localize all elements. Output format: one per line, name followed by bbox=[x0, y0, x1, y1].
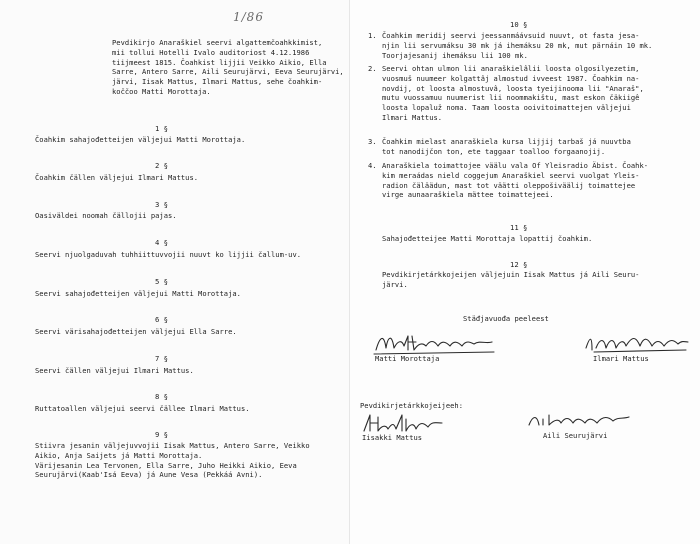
item-line: kim meraádas nield coggejum Anaraškiel seervi vuolgat Yleis- bbox=[382, 170, 640, 180]
item-line: Ilmari Mattus. bbox=[382, 112, 443, 122]
item-line: tot nanodijčon ton, ete taggaar toalloo forgaanojij. bbox=[382, 146, 606, 156]
section-11-number: 11 § bbox=[510, 223, 528, 232]
section-8-text: Ruttatoallen väljejui seervi čällee Ilmari Mattus. bbox=[35, 404, 250, 413]
section-9-number: 9 § bbox=[155, 430, 168, 439]
checker-name-1: Iisakki Mattus bbox=[362, 433, 423, 442]
section-9-line: Stiivra jesanin väljejuvvojii Iisak Mattus, Antero Sarre, Veikko bbox=[35, 441, 310, 450]
item-line: radion čäläädun, mast tot väätti oleppošiväälij toimattejee bbox=[382, 180, 636, 190]
section-6-text: Seervi värisahajođetteijen väljejui Ella Sarre. bbox=[35, 327, 237, 336]
signature-ilmari-mattus bbox=[582, 330, 692, 356]
item-line: Seervi ohtan ulmon lii anaraškielâlii loosta olgosilyezetim, bbox=[382, 64, 640, 73]
section-11-text: Sahajođetteijee Matti Morottaja lopattij čoahkim. bbox=[382, 234, 593, 243]
section-4-number: 4 § bbox=[155, 238, 168, 247]
section-5-number: 5 § bbox=[155, 277, 168, 286]
section-9-line: Seurujärvi(Kaab'Isá Eeva) já Aune Vesa (Pekkáá Avni). bbox=[35, 470, 263, 480]
section-9-line: Aikio, Anja Saijets já Matti Morottaja. bbox=[35, 450, 203, 460]
heading-line: järvi, Iisak Mattus, Ilmari Mattus, sehe čoahkim- bbox=[112, 77, 323, 87]
closing-line: Stäđjavuođa peeleest bbox=[463, 314, 549, 323]
section-12-line: järvi. bbox=[382, 279, 408, 289]
section-7-text: Seervi čällen väljejui Ilmari Mattus. bbox=[35, 366, 194, 375]
heading-line: tiijmeest 1815. Čoahkist lijjii Veikko Aikio, Ella bbox=[112, 57, 327, 67]
item-line: mutu vuossamuu nuumerist lii noommakištu, mast eskon čäkiigê bbox=[382, 93, 640, 103]
section-6-number: 6 § bbox=[155, 315, 168, 324]
heading-line: koččoo Matti Morottaja. bbox=[112, 86, 211, 96]
section-12-number: 12 § bbox=[510, 260, 528, 269]
item-line: njin lii servumáksu 30 mk já ihemáksu 20 mk, mut pärnáin 10 mk. bbox=[382, 40, 653, 50]
folio-number: 1/86 bbox=[233, 10, 264, 24]
item-text bbox=[382, 31, 652, 60]
item-marker: 2. bbox=[368, 64, 377, 73]
section-10-number: 10 § bbox=[510, 20, 528, 29]
section-9-text bbox=[35, 441, 310, 480]
checkers-heading: Pevdikirjetárkkojeijeeh: bbox=[360, 401, 463, 410]
signature-name-1: Matti Morottaja bbox=[375, 354, 440, 363]
section-12-text bbox=[382, 270, 639, 290]
meeting-heading bbox=[112, 38, 344, 97]
heading-line: Pevdikirjo Anaraškiel seervi algattemčoahkkimist, bbox=[112, 38, 323, 47]
section-3-number: 3 § bbox=[155, 200, 168, 209]
item-text bbox=[382, 137, 631, 157]
heading-line: mii tollui Hotelli Ivalo auditoriost 4.12.1986 bbox=[112, 47, 310, 57]
item-line: loosta lopaluž noma. Taam loosta ooivitoimattejen väljejui bbox=[382, 103, 631, 113]
section-8-number: 8 § bbox=[155, 392, 168, 401]
item-marker: 3. bbox=[368, 137, 377, 146]
item-line: Čoahkim meridij seervi jeessanmáávsuid nuuvt, ot fasta jesa- bbox=[382, 31, 640, 40]
section-12-line: Pevdikirjetárkkojeijen väljejuin Iisak Mattus já Aili Seuru- bbox=[382, 270, 640, 279]
section-7-number: 7 § bbox=[155, 354, 168, 363]
section-4-text: Seervi njuolgaduvah tuhhiittuvvojii nuuvt ko lijjii čallum-uv. bbox=[35, 250, 302, 259]
item-line: Čoahkim mielast anaraškiela kursa lijjij tarbaš já nuuvtba bbox=[382, 137, 631, 146]
item-line: novdij, ot loosta almostuvâ, loosta tyeijinooma lii "Anaraš", bbox=[382, 83, 644, 93]
signature-aili-seurujarvi bbox=[525, 409, 635, 433]
section-1-number: 1 § bbox=[155, 124, 168, 133]
heading-line: Sarre, Antero Sarre, Aili Seurujärvi, Eeva Seurujärvi, bbox=[112, 67, 344, 77]
item-line: vuosmuš nuumeer kolgattâj almostud ivveest 1987. Čoahkim na- bbox=[382, 73, 640, 83]
item-text bbox=[382, 64, 644, 123]
item-marker: 4. bbox=[368, 161, 377, 170]
signature-name-2: Ilmari Mattus bbox=[593, 354, 649, 363]
item-line: Anaraškiela toimattojee väälu vala Of Yleisradio Äbist. Čoahk- bbox=[382, 161, 649, 170]
section-5-text: Seervi sahajođetteijen väljejui Matti Morottaja. bbox=[35, 289, 241, 298]
section-1-text: Čoahkim sahajođetteijen väljejui Matti Morottaja. bbox=[35, 135, 246, 144]
section-9-line: Värijesanin Lea Tervonen, Ella Sarre, Juho Heikki Aikio, Eeva bbox=[35, 460, 297, 470]
section-3-text: Oasiväldei noomah čällojii pajas. bbox=[35, 211, 177, 220]
item-marker: 1. bbox=[368, 31, 377, 40]
section-2-number: 2 § bbox=[155, 161, 168, 170]
section-2-text: Čoahkim čällen väljejui Ilmari Mattus. bbox=[35, 173, 199, 182]
checker-name-2: Aili Seurujärvi bbox=[543, 431, 608, 440]
item-line: virge aunaaraškiela mättee toimattejeei. bbox=[382, 190, 554, 200]
right-document-page bbox=[350, 0, 700, 544]
item-text bbox=[382, 161, 648, 200]
item-line: Toorjajesanij ihemáksu lii 100 mk. bbox=[382, 50, 528, 60]
